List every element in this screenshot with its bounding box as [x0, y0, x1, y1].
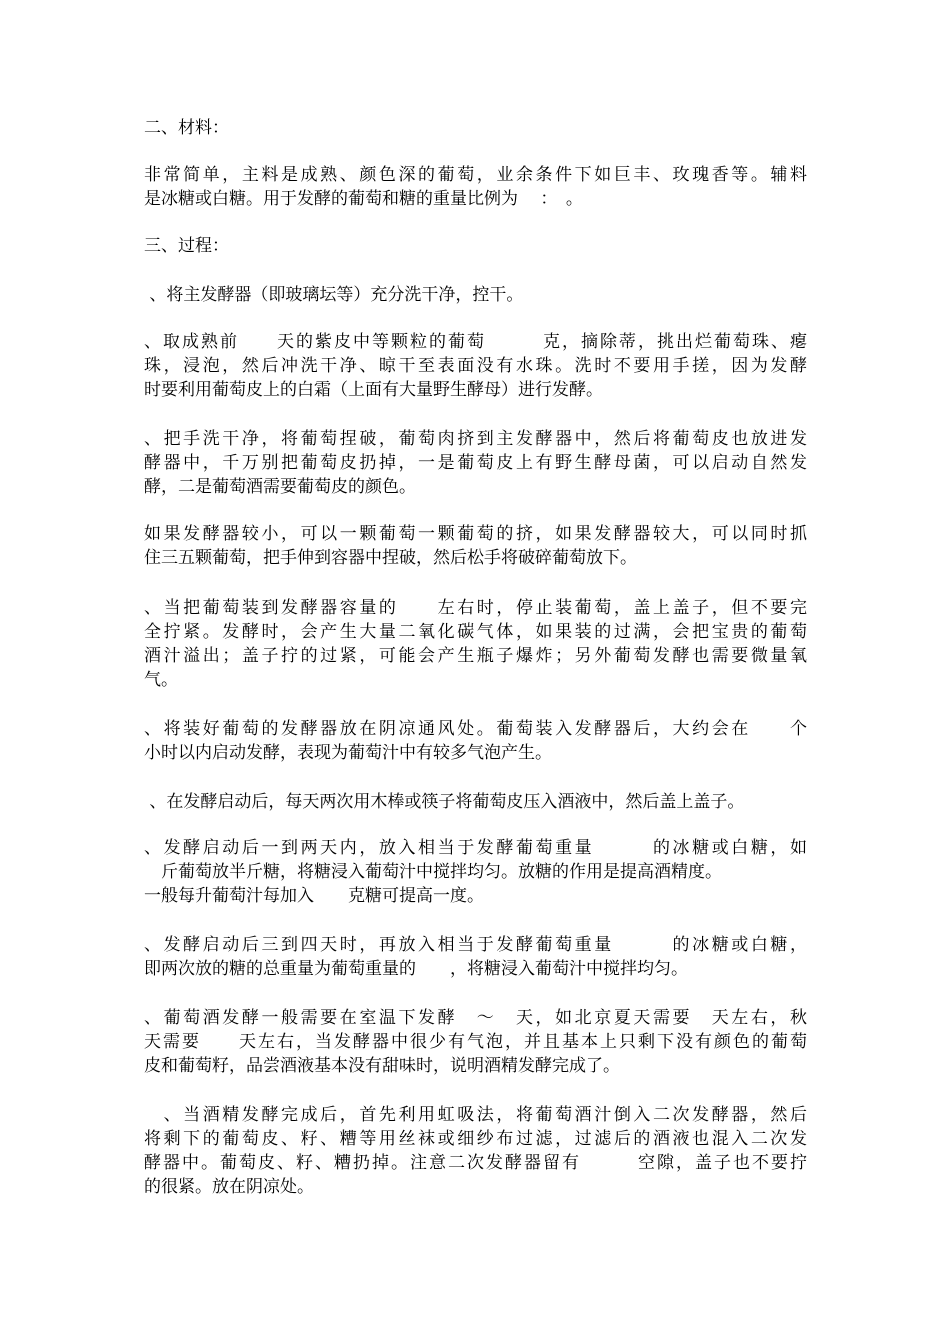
step-4-line: 、当把葡萄装到发酵器容量的 左右时，停止装葡萄，盖上盖子，但不要完 [144, 598, 807, 618]
step-10-line: 酵器中。葡萄皮、籽、糟扔掉。注意二次发酵器留有 空隙，盖子也不要拧 [144, 1153, 807, 1173]
step-10-line: 将剩下的葡萄皮、籽、糟等用丝袜或细纱布过滤，过滤后的酒液也混入二次发 [144, 1129, 807, 1149]
step-7-line: 斤葡萄放半斤糖，将糖浸入葡萄汁中搅拌均匀。放糖的作用是提高酒精度。 [144, 862, 722, 882]
step-8-line: 即两次放的糖的总重量为葡萄重量的 ，将糖浸入葡萄汁中搅拌均匀。 [144, 959, 688, 979]
step-6-line: 、在发酵启动后，每天两次用木棒或筷子将葡萄皮压入酒液中，然后盖上盖子。 [144, 792, 745, 812]
step-3-line: 酵，二是葡萄酒需要葡萄皮的颜色。 [144, 477, 416, 497]
materials-paragraph-line: 是冰糖或白糖。用于发酵的葡萄和糖的重量比例为 ： 。 [144, 189, 583, 209]
step-9-line: 天需要 天左右，当发酵器中很少有气泡，并且基本上只剩下没有颜色的葡萄 [144, 1032, 807, 1052]
step-9-line: 皮和葡萄籽，品尝酒液基本没有甜味时，说明酒精发酵完成了。 [144, 1056, 620, 1076]
step-7-line: 、发酵启动后一到两天内，放入相当于发酵葡萄重量 的冰糖或白糖，如 [144, 838, 807, 858]
step-9-line: 、葡萄酒发酵一般需要在室温下发酵 ～ 天，如北京夏天需要 天左右，秋 [144, 1008, 807, 1028]
section-heading-process: 三、过程： [144, 236, 229, 256]
step-4-line: 气。 [144, 670, 178, 690]
step-8-line: 、发酵启动后三到四天时，再放入相当于发酵葡萄重量 的冰糖或白糖， [144, 935, 807, 955]
step-3-line: 、把手洗干净，将葡萄捏破，葡萄肉挤到主发酵器中，然后将葡萄皮也放进发 [144, 429, 807, 449]
materials-paragraph-line: 非常简单，主料是成熟、颜色深的葡萄，业余条件下如巨丰、玫瑰香等。辅料 [144, 165, 807, 185]
step-4-line: 全拧紧。发酵时，会产生大量二氧化碳气体，如果装的过满，会把宝贵的葡萄 [144, 622, 807, 642]
step-2-line: 、取成熟前 天的紫皮中等颗粒的葡萄 克，摘除蒂，挑出烂葡萄珠、瘪 [144, 332, 807, 352]
step-10-line: 、当酒精发酵完成后，首先利用虹吸法，将葡萄酒汁倒入二次发酵器，然后 [144, 1105, 807, 1125]
step-2-line: 时要利用葡萄皮上的白霜（上面有大量野生酵母）进行发酵。 [144, 380, 603, 400]
section-heading-materials: 二、材料： [144, 118, 229, 138]
step-3-line: 酵器中，千万别把葡萄皮扔掉，一是葡萄皮上有野生酵母菌，可以启动自然发 [144, 453, 807, 473]
step-7-line: 一般每升葡萄汁每加入 克糖可提高一度。 [144, 886, 484, 906]
note-paragraph-line: 住三五颗葡萄，把手伸到容器中捏破，然后松手将破碎葡萄放下。 [144, 548, 637, 568]
step-5-line: 、将装好葡萄的发酵器放在阴凉通风处。葡萄装入发酵器后，大约会在 个 [144, 719, 807, 739]
step-5-line: 小时以内启动发酵，表现为葡萄汁中有较多气泡产生。 [144, 743, 552, 763]
step-2-line: 珠，浸泡，然后冲洗干净、晾干至表面没有水珠。洗时不要用手搓，因为发酵 [144, 356, 807, 376]
note-paragraph-line: 如果发酵器较小，可以一颗葡萄一颗葡萄的挤，如果发酵器较大，可以同时抓 [144, 524, 807, 544]
step-10-line: 的很紧。放在阴凉处。 [144, 1177, 314, 1197]
step-1-line: 、将主发酵器（即玻璃坛等）充分洗干净，控干。 [144, 285, 524, 305]
step-4-line: 酒汁溢出；盖子拧的过紧，可能会产生瓶子爆炸；另外葡萄发酵也需要微量氧 [144, 646, 807, 666]
